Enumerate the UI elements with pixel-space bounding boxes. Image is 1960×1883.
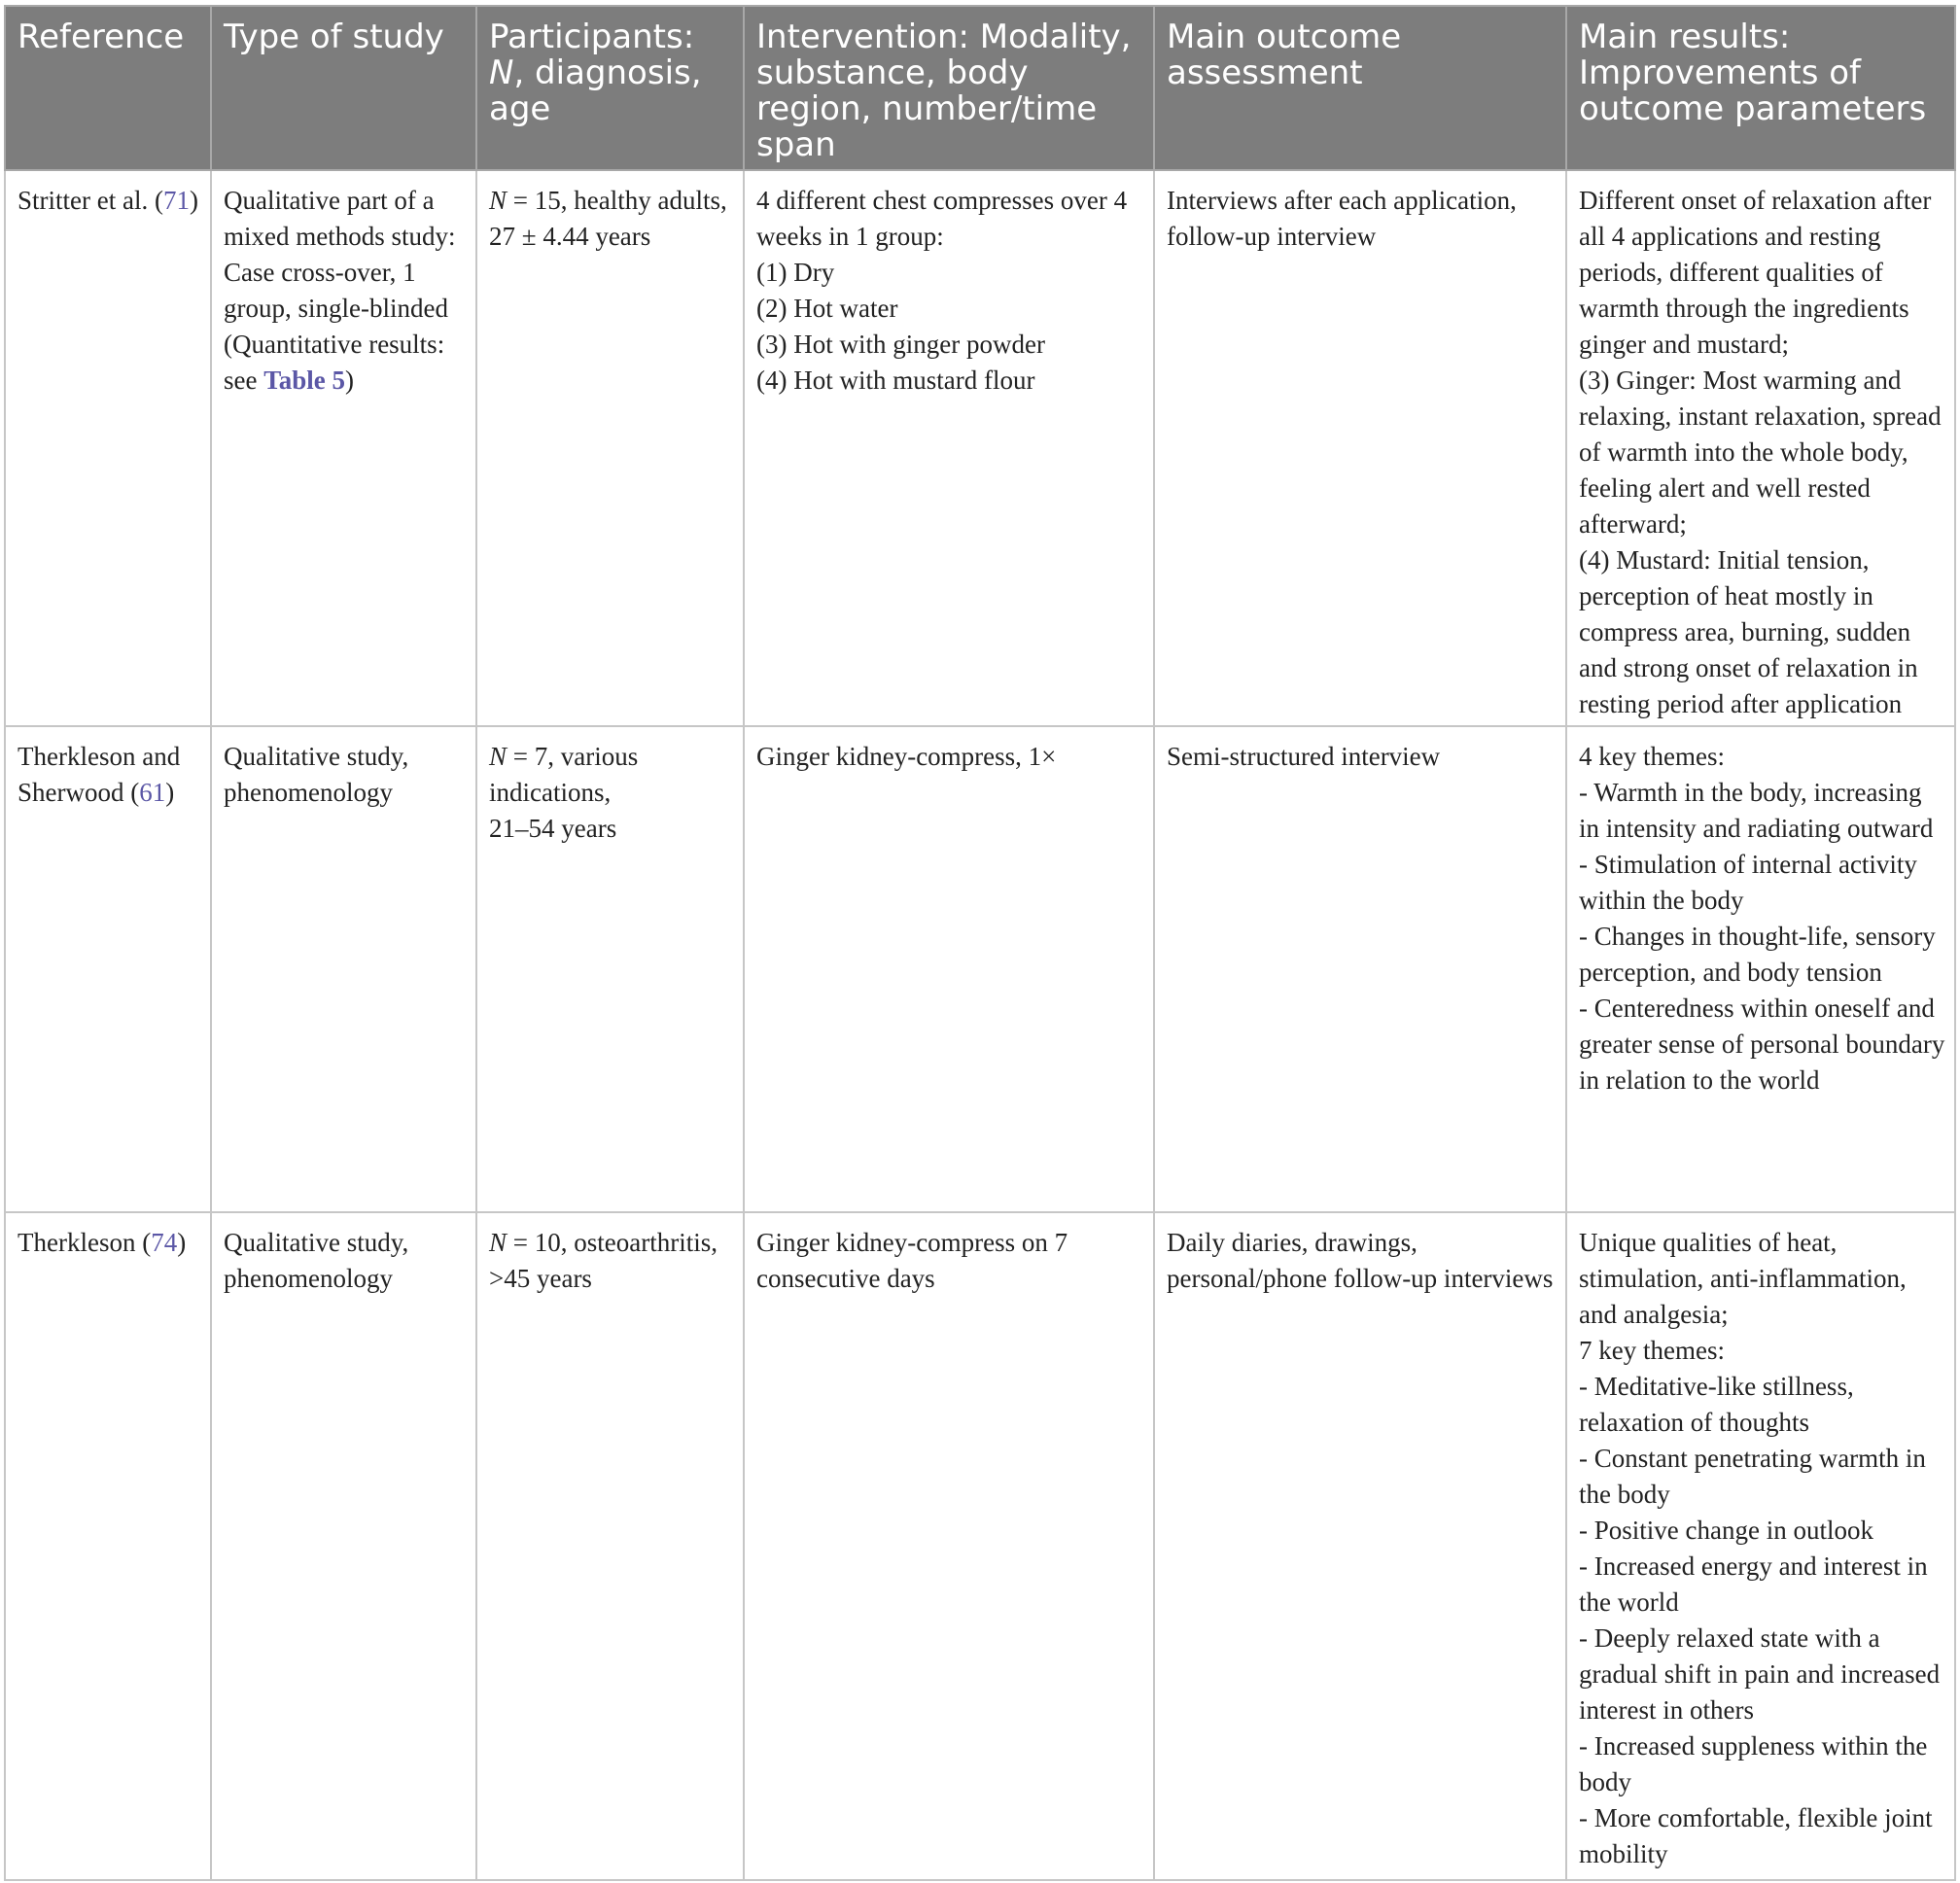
reference-text: Stritter et al. ( — [18, 186, 163, 215]
intervention-line: (1) Dry — [756, 258, 835, 287]
table-row — [5, 170, 1955, 726]
cell-intervention — [744, 726, 1154, 1212]
type-close: ) — [345, 366, 355, 395]
table-link[interactable]: Table 5 — [263, 366, 346, 395]
table-row — [5, 1212, 1955, 1880]
results-line: - Increased energy and interest in the world — [1579, 1552, 1928, 1617]
reference-text: Therkleson and Sherwood ( — [18, 742, 181, 807]
participants-age: 21–54 years — [489, 814, 617, 843]
cell-results — [1566, 170, 1955, 726]
header-participants-pre: Participants: — [489, 17, 695, 56]
cell-intervention — [744, 170, 1154, 726]
cell-results — [1566, 1212, 1955, 1880]
participants-text: = 10, osteoarthritis, — [507, 1228, 718, 1257]
type-text: Qualitative part of a mixed methods study: Case cross-over, 1 group, single-blinded (Quantitative results: see — [224, 186, 456, 395]
cell-reference — [5, 1212, 211, 1880]
intervention-line: Ginger kidney-compress on 7 consecutive days — [756, 1228, 1068, 1293]
cell-reference — [5, 170, 211, 726]
participants-age: 27 ± 4.44 years — [489, 222, 651, 251]
citation-link[interactable]: 71 — [162, 186, 190, 215]
header-participants-post: , diagnosis, age — [489, 53, 702, 128]
n-label: N — [489, 186, 508, 215]
reference-close: ) — [177, 1228, 187, 1257]
header-participants — [476, 6, 744, 170]
cell-outcome: Interviews after each application, follow-up interview — [1154, 170, 1566, 726]
participants-age: >45 years — [489, 1264, 592, 1293]
results-line: - More comfortable, flexible joint mobility — [1579, 1803, 1933, 1868]
cell-type: Qualitative study, phenomenology — [211, 1212, 476, 1880]
header-participants-n: N — [489, 53, 514, 92]
results-line: - Centeredness within oneself and greater sense of personal boundary in relation to the world — [1579, 994, 1945, 1095]
results-line: - Deeply relaxed state with a gradual shift in pain and increased interest in others — [1579, 1623, 1941, 1725]
intervention-line: (3) Hot with ginger powder — [756, 330, 1045, 359]
cell-intervention — [744, 1212, 1154, 1880]
reference-text: Therkleson ( — [18, 1228, 152, 1257]
participants-text: = 15, healthy adults, — [507, 186, 727, 215]
header-row — [5, 6, 1955, 170]
cell-type: Qualitative study, phenomenology — [211, 726, 476, 1212]
cell-outcome: Daily diaries, drawings, personal/phone follow-up interviews — [1154, 1212, 1566, 1880]
results-line: (4) Mustard: Initial tension, perception of heat mostly in compress area, burning, sudden and strong onset of relaxation in resting period after application — [1579, 545, 1918, 718]
participants-text: = 7, various indications, — [489, 742, 639, 807]
header-outcome: Main outcome assessment — [1154, 6, 1566, 170]
intervention-line: (4) Hot with mustard flour — [756, 366, 1035, 395]
cell-participants — [476, 726, 744, 1212]
table-row — [5, 726, 1955, 1212]
results-line: (3) Ginger: Most warming and relaxing, instant relaxation, spread of warmth into the whole body, feeling alert and well rested afterward; — [1579, 366, 1942, 539]
cell-reference — [5, 726, 211, 1212]
results-line: Different onset of relaxation after all 4 applications and resting periods, different qualities of warmth through the ingredients ginger and mustard; — [1579, 186, 1932, 359]
cell-results — [1566, 726, 1955, 1212]
results-line: - Stimulation of internal activity within the body — [1579, 850, 1917, 915]
results-line: Unique qualities of heat, stimulation, anti-inflammation, and analgesia; — [1579, 1228, 1907, 1329]
header-results: Main results: Improvements of outcome parameters — [1566, 6, 1955, 170]
results-line: 7 key themes: — [1579, 1336, 1725, 1365]
citation-link[interactable]: 61 — [139, 778, 166, 807]
intervention-line: 4 different chest compresses over 4 weeks in 1 group: — [756, 186, 1128, 251]
results-line: - Changes in thought-life, sensory perception, and body tension — [1579, 922, 1936, 987]
cell-participants — [476, 170, 744, 726]
citation-link[interactable]: 74 — [151, 1228, 178, 1257]
studies-table — [4, 5, 1956, 1881]
cell-type — [211, 170, 476, 726]
cell-outcome: Semi-structured interview — [1154, 726, 1566, 1212]
reference-close: ) — [189, 186, 198, 215]
header-reference: Reference — [5, 6, 211, 170]
header-intervention: Intervention: Modality, substance, body region, number/time span — [744, 6, 1154, 170]
n-label: N — [489, 1228, 508, 1257]
intervention-line: (2) Hot water — [756, 294, 898, 323]
header-type-of-study: Type of study — [211, 6, 476, 170]
cell-participants — [476, 1212, 744, 1880]
results-line: - Meditative-like stillness, relaxation of thoughts — [1579, 1372, 1854, 1437]
results-line: - Increased suppleness within the body — [1579, 1731, 1928, 1796]
reference-close: ) — [165, 778, 175, 807]
results-line: - Warmth in the body, increasing in intensity and radiating outward — [1579, 778, 1934, 843]
results-line: 4 key themes: — [1579, 742, 1725, 771]
results-line: - Positive change in outlook — [1579, 1516, 1873, 1545]
n-label: N — [489, 742, 508, 771]
intervention-line: Ginger kidney-compress, 1× — [756, 742, 1057, 771]
results-line: - Constant penetrating warmth in the body — [1579, 1444, 1926, 1509]
